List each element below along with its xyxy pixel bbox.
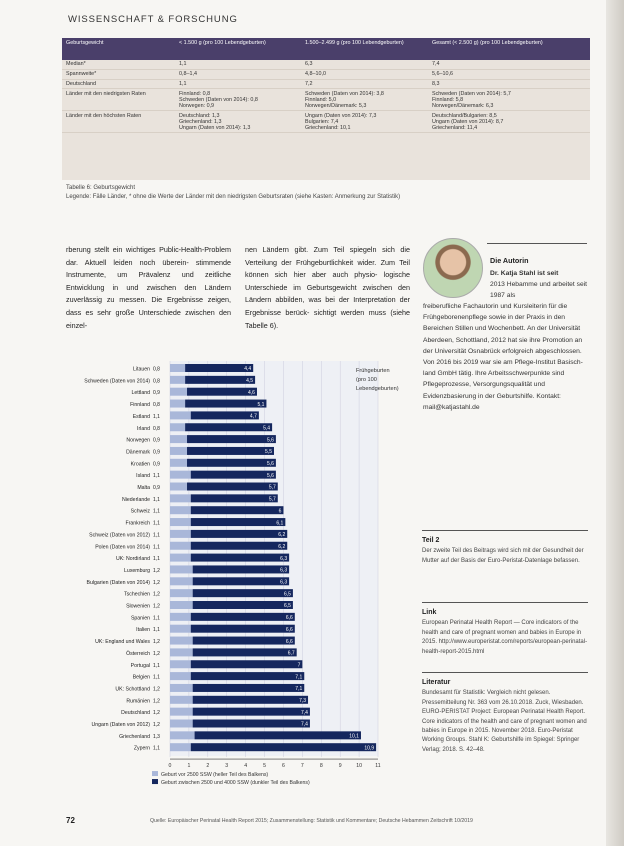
chart-category-label: Schweiz (Daten von 2012) [89,532,150,539]
chart-total-value-label: 4,7 [249,413,257,420]
chart-total-value-label: 6,3 [280,555,288,562]
table-cell: Median* [62,60,175,69]
chart-bar-light [170,589,193,597]
caption-title: Tabelle 6: Geburtsgewicht [66,185,136,191]
chart-light-value-label: 1,2 [153,579,160,586]
caption-legend: Legende: Fälle Länder, * ohne die Werte der Länder mit den niedrigsten Geburtsraten (siehe Kasten: Anmerkung zur Statistik) [66,194,401,200]
chart-light-value-label: 1,2 [153,639,160,646]
table-cell: 5,6–10,6 [428,69,590,79]
chart-total-value-label: 6,2 [278,543,286,550]
table-cell: 8,3 [428,79,590,89]
chart-bar-dark [193,696,308,704]
table-cell: Deutschland/Bulgarien: 8,5 Ungarn (Daten von 2014): 8,7 Griechenland: 11,4 [428,111,590,133]
chart-total-value-label: 6,5 [283,591,291,598]
chart-bar-dark [193,589,293,597]
chart-bar-light [170,601,193,609]
author-photo [423,238,483,298]
chart-bar-dark [191,530,287,538]
chart-light-value-label: 0,8 [153,425,160,432]
chart-light-value-label: 1,2 [153,710,160,717]
teil2-heading: Teil 2 [422,537,440,544]
body-text-column-1: rberung stellt ein wichtiges Public-Health-Problem dar. Aktuell leiden noch überein- stimmende Instrumente, um Prävalenz und zeitliche Entwicklung in und zwischen den Ländern zuverlässig zu messen. Die Ergebnisse zeigen, dass es sehr große Unterschiede zwischen den einzel- [66,245,231,330]
chart-x-tick-label: 11 [375,763,381,770]
chart-bar-dark [191,660,303,668]
chart-category-label: Ungarn (Daten von 2012) [91,722,150,728]
chart-category-label: Kroatien [130,461,150,468]
table-cell: 6,3 [301,60,428,69]
chart-category-label: Zypern [133,745,150,752]
chart-light-value-label: 1,1 [153,615,160,622]
chart-light-value-label: 1,1 [153,627,160,634]
chart-category-label: Spanien [130,615,150,622]
chart-bar-dark [191,411,259,419]
chart-total-value-label: 7,4 [300,709,308,716]
chart-total-value-label: 5,1 [257,401,265,408]
chart-x-tick-label: 5 [263,763,266,770]
chart-x-tick-label: 9 [338,763,342,770]
chart-bar-dark [191,542,287,550]
chart-bar-dark [193,708,310,716]
chart-legend-swatch [152,771,158,776]
chart-bar-dark [187,388,257,396]
teil2-divider [422,530,588,531]
author-heading: Die Autorin [490,256,529,265]
chart-total-value-label: 6,5 [283,603,291,610]
chart-bar-dark [187,459,276,467]
literature-heading: Literatur [422,679,451,686]
chart-category-label: Deutschland [121,710,150,717]
table-header-cell: 1.500–2.499 g (pro 100 Lebendgeburten) [301,38,428,60]
page-number: 72 [66,816,75,825]
chart-x-tick-label: 6 [282,763,285,770]
chart-bar-light [170,565,193,573]
table-cell: 7,4 [428,60,590,69]
chart-light-value-label: 1,1 [153,496,160,503]
chart-category-label: Niederlande [122,496,150,503]
chart-total-value-label: 6,6 [285,638,293,645]
link-heading: Link [422,609,437,616]
chart-x-tick-label: 7 [300,763,304,770]
table-cell: 1,1 [175,79,301,89]
chart-bar-light [170,613,191,621]
chart-category-label: Portugal [130,662,150,669]
chart-total-value-label: 4,5 [246,378,254,385]
chart-total-value-label: 6,7 [287,650,295,657]
author-bio-start: 2013 Hebamme und arbeitet seit 1987 als [490,281,588,300]
chart-category-label: UK: England und Wales [95,639,150,646]
chart-bar-light [170,400,185,408]
chart-total-value-label: 5,7 [268,496,276,503]
chart-x-tick-label: 8 [319,763,323,770]
chart-bar-light [170,743,191,751]
section-heading: WISSENSCHAFT & FORSCHUNG [68,14,238,25]
chart-bar-light [170,731,195,739]
chart-light-value-label: 1,2 [153,698,160,705]
chart-category-label: Schweiz [130,508,150,515]
page-spine-shadow [606,0,624,846]
chart-bar-light [170,542,191,550]
table-cell: 7,2 [301,79,428,89]
chart-category-label: Malta [137,485,150,491]
chart-bar-dark [191,518,286,526]
chart-light-value-label: 0,8 [153,366,160,373]
chart-light-value-label: 1,1 [153,674,160,681]
table-caption [66,184,400,202]
chart-bar-dark [185,423,272,431]
chart-light-value-label: 1,3 [153,733,160,740]
chart-x-tick-label: 10 [356,763,362,770]
table-cell: Länder mit den niedrigsten Raten [62,89,175,111]
chart-light-value-label: 1,1 [153,508,160,515]
chart-light-value-label: 1,2 [153,591,160,598]
chart-category-label: Belgien [132,674,150,681]
chart-total-value-label: 4,6 [248,389,255,396]
chart-light-value-label: 1,2 [153,722,160,728]
chart-category-label: Polen (Daten von 2014) [95,544,150,551]
chart-bar-dark [187,447,274,455]
author-bio-long: freiberufliche Fachautorin und Kursleiterin für die Frühgeborenenpflege sowie in der Praxis in den Bereichen Stillen und Wochenbett. An der Universität Aberdeen, Schottland, 2012 hat sie ihre Promotion an der Universität Osnabrück erfolgreich abgeschlossen. Von 2016 bis 2019 war sie am Pflege-Institut Basisch-land GmbH tätig. Ihre Arbeitsschwerpunkte sind Pflegeprozesse, Versorgungsqualität und Evidenzbasierung in der Geburtshilfe. Kontakt: mail@katjastahl.de [423,303,583,411]
chart-light-value-label: 0,8 [153,378,160,385]
chart-category-label: UK: Schottland [115,686,150,693]
chart-category-label: Lettland [131,390,150,397]
chart-bar-dark [187,435,276,443]
chart-total-value-label: 6 [278,508,282,515]
chart-light-value-label: 1,1 [153,556,160,563]
chart-bar-light [170,388,187,396]
table-header-row [62,38,590,60]
chart-bar-dark [187,483,278,491]
birth-weight-table-box [62,38,590,180]
chart-total-value-label: 6,2 [278,532,286,539]
chart-light-value-label: 1,1 [153,544,160,551]
chart-bar-dark [193,648,297,656]
chart-category-label: Norwegen [126,437,150,444]
chart-category-label: Finnland [130,402,150,409]
chart-category-label: Frankreich [125,520,150,527]
chart-total-value-label: 7,3 [299,698,307,704]
chart-total-value-label: 7,1 [295,686,303,693]
literature-text: Bundesamt für Statistik: Vergleich nicht gelesen. Pressemitteilung Nr. 363 vom 26.10.2018. Zuck, Wiesbaden. EURO-PERISTAT Project: European Perinatal Health Report. Core indicators of the health and care of pregnant women and babies in Europe in 2015. November 2018. Euro-Peristat Working Groups. Stahl K: Geburtshilfe im Spiegel: Springer Verlag; 2018. S. 42–48. [422,690,587,753]
chart-category-label: UK: Nordirland [115,556,150,563]
chart-bar-dark [193,577,289,585]
chart-light-value-label: 0,9 [153,437,160,444]
chart-x-tick-label: 0 [168,763,172,770]
chart-light-value-label: 1,1 [153,413,160,420]
chart-bar-dark [191,506,284,514]
chart-total-value-label: 5,6 [266,461,274,467]
chart-bar-light [170,637,193,645]
chart-total-value-label: 7 [297,662,301,669]
link-box [422,602,588,657]
table-row [62,69,590,79]
chart-category-label: Slowenien [126,603,150,610]
chart-light-value-label: 1,1 [153,662,160,669]
table-cell: Schweden (Daten von 2014): 3,8 Finnland: 5,0 Norwegen/Dänemark: 5,3 [301,89,428,111]
table-row [62,111,590,133]
chart-side-note: Frühgeburten [356,368,390,374]
literature-box [422,672,588,755]
chart-light-value-label: 1,2 [153,603,160,610]
chart-category-label: Italien [136,627,150,634]
chart-total-value-label: 5,6 [266,437,274,444]
chart-light-value-label: 1,1 [153,473,160,480]
chart-bar-dark [191,471,276,479]
birth-weight-table [62,38,590,133]
chart-total-value-label: 6,3 [280,579,288,586]
chart-bar-light [170,720,193,728]
chart-light-value-label: 1,1 [153,520,160,527]
chart-light-value-label: 0,9 [153,461,160,468]
chart-bar-light [170,518,191,526]
table-cell: 4,8–10,0 [301,69,428,79]
chart-total-value-label: 6,3 [280,567,288,574]
chart-bar-light [170,447,187,455]
chart-bar-light [170,577,193,585]
chart-bar-light [170,696,193,704]
table-header-cell: Gesamt (< 2.500 g) (pro 100 Lebendgeburten) [428,38,590,60]
link-divider [422,602,588,603]
chart-bar-light [170,625,191,633]
literature-divider [422,672,588,673]
chart-category-label: Griechenland [119,733,150,740]
table-cell: 0,8–1,4 [175,69,301,79]
chart-bar-light [170,672,191,680]
chart-x-tick-label: 3 [225,763,229,770]
chart-light-value-label: 1,2 [153,686,160,693]
chart-category-label: Tschechien [124,591,150,598]
chart-bar-dark [185,376,255,384]
chart-total-value-label: 5,5 [265,449,272,456]
chart-side-note: (pro 100 [356,377,377,383]
table-cell: Deutschland: 1,3 Griechenland: 1,3 Ungarn (Daten von 2014): 1,3 [175,111,301,133]
chart-bar-light [170,435,187,443]
table-row [62,79,590,89]
chart-bar-light [170,660,191,668]
table-row [62,89,590,111]
chart-category-label: Litauen [132,366,150,373]
preterm-birth-bar-chart [66,356,411,796]
chart-bar-light [170,411,191,419]
table-cell: Ungarn (Daten von 2014): 7,3 Bulgarien: 7,4 Griechenland: 10,1 [301,111,428,133]
chart-category-label: Dänemark [126,449,150,456]
chart-bar-light [170,708,193,716]
chart-total-value-label: 5,6 [266,472,274,479]
chart-bar-light [170,494,191,502]
table-row [62,60,590,69]
chart-bar-dark [191,554,289,562]
chart-bar-dark [193,684,305,692]
chart-bar-light [170,648,193,656]
chart-category-label: Irland [137,425,150,432]
chart-bar-light [170,376,185,384]
chart-bar-light [170,530,191,538]
chart-x-tick-label: 2 [206,763,210,770]
table-cell: 1,1 [175,60,301,69]
chart-legend-label: Geburt zwischen 2500 und 4000 SSW (dunkler Teil des Balkens) [161,780,310,787]
chart-bar-dark [185,400,266,408]
chart-category-label: Bulgarien (Daten von 2014) [86,579,150,586]
chart-bar-dark [193,637,295,645]
chart-bar-dark [193,565,289,573]
chart-total-value-label: 6,6 [285,626,293,633]
chart-light-value-label: 0,9 [153,390,160,397]
chart-total-value-label: 6,6 [285,615,293,622]
chart-category-label: Estland [132,413,150,420]
chart-bar-light [170,459,187,467]
chart-light-value-label: 0,8 [153,402,160,409]
table-cell: Finnland: 0,8 Schweden (Daten von 2014): 0,8 Norwegen: 0,9 [175,89,301,111]
chart-total-value-label: 4,4 [244,366,252,373]
teil2-text: Der zweite Teil des Beitrags wird sich mit der Gesundheit der Mutter auf der Basis der Euro-Peristat-Datenlage befassen. [422,548,584,564]
chart-category-label: Luxemburg [124,567,150,574]
teil2-box [422,530,588,566]
chart-total-value-label: 10,1 [349,733,359,740]
chart-light-value-label: 1,2 [153,567,160,574]
chart-total-value-label: 6,1 [276,520,284,527]
chart-light-value-label: 1,1 [153,745,160,752]
chart-light-value-label: 1,1 [153,532,160,539]
chart-x-tick-label: 4 [244,763,248,770]
body-text-column-2: nen Ländern gibt. Zum Teil spiegeln sich die Verteilung der Frühgeburtlichkeit wider. Zum Teil können sich hier aber auch physio- logische Unterschiede im Geburtsgewicht zwischen den Ländern abbilden, was bei der Interpretation der Ergebnisse berück- sichtigt werden muss (siehe Tabelle 6). [245,245,410,330]
chart-light-value-label: 0,9 [153,485,160,491]
chart-bar-light [170,364,185,372]
chart-bar-light [170,483,187,491]
table-cell: Spannweite* [62,69,175,79]
chart-x-tick-label: 1 [187,763,191,770]
chart-category-label: Schweden (Daten von 2014) [84,378,150,385]
chart-light-value-label: 0,9 [153,449,160,456]
chart-bar-dark [191,625,295,633]
chart-total-value-label: 5,7 [268,484,276,491]
chart-bar-light [170,554,191,562]
chart-bar-dark [191,743,376,751]
chart-bar-dark [193,601,293,609]
chart-category-label: Österreich [126,650,150,657]
chart-legend-swatch [152,779,158,784]
table-cell: Schweden (Daten von 2014): 5,7 Finnland: 5,8 Norwegen/Dänemark: 6,3 [428,89,590,111]
chart-bar-light [170,471,191,479]
chart-bar-dark [193,720,310,728]
link-text: European Perinatal Health Report — Core indicators of the health and care of pregnant women and babies in Europe in 2015. http://www.europeristat.com/reports/european-perinatal-health-report-2015.html [422,620,588,655]
chart-total-value-label: 7,1 [295,674,303,681]
chart-light-value-label: 1,2 [153,650,160,657]
footer-source: Quelle: Europäischer Perinatal Health Report 2015; Zusammenstellung: Statistik und Kommentare; Deutsche Hebammen Zeitschrift 10/2019 [150,818,473,824]
table-header-cell: < 1.500 g (pro 100 Lebendgeburten) [175,38,301,60]
chart-bar-light [170,423,185,431]
chart-bar-dark [195,731,361,739]
chart-bar-dark [191,613,295,621]
chart-total-value-label: 5,4 [263,425,271,432]
chart-total-value-label: 10,9 [364,745,375,752]
chart-bar-light [170,684,193,692]
chart-legend-label: Geburt vor 2500 SSW (heller Teil des Balkens) [161,772,269,779]
author-name: Dr. Katja Stahl ist seit [490,270,559,277]
chart-bar-light [170,506,191,514]
chart-category-label: Island [136,473,150,480]
chart-bar-dark [185,364,253,372]
chart-bar-dark [191,672,304,680]
chart-total-value-label: 7,4 [300,721,308,728]
chart-bar-dark [191,494,278,502]
chart-side-note: Lebendgeburten) [356,386,399,392]
chart-category-label: Rumänien [126,698,150,705]
table-body [62,60,590,132]
author-divider [487,243,587,244]
author-bio-short [490,268,588,302]
table-cell: Deutschland [62,79,175,89]
table-header-cell: Geburtsgewicht [62,38,175,60]
table-cell: Länder mit den höchsten Raten [62,111,175,133]
